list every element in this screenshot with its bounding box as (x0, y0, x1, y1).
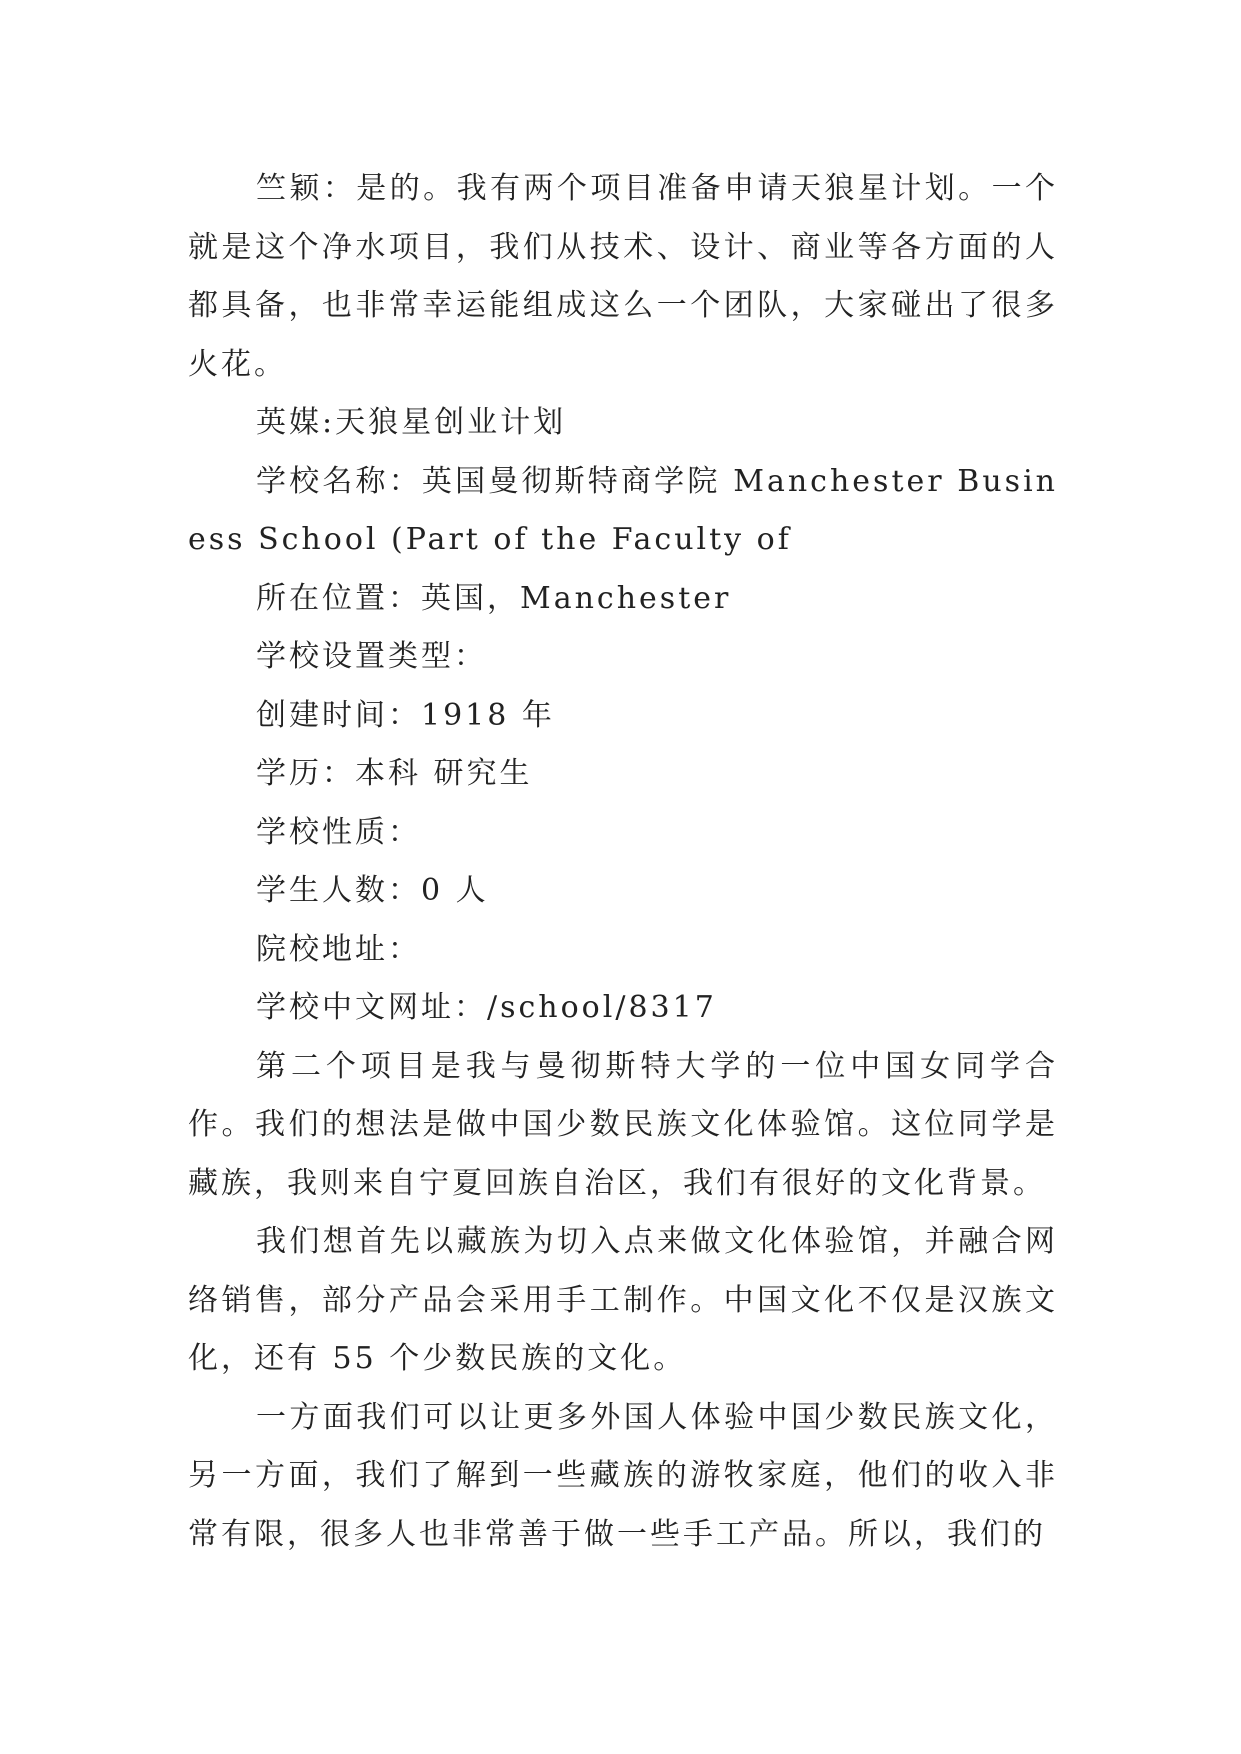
school-address: 院校地址： (256, 931, 421, 967)
school-degrees: 学历：本科 研究生 (256, 756, 533, 791)
school-students: 学生人数：0 人 (256, 873, 489, 908)
paragraph-nomadic-families: 一方面我们可以让更多外国人体验中国少数民族文化，另一方面，我们了解到一些藏族的游牧家庭，他们的收入非常有限，很多人也非常善于做一些手工产品。所以，我们的 (188, 1399, 1058, 1552)
school-nature: 学校性质： (256, 814, 421, 850)
paragraph-culture-hall: 我们想首先以藏族为切入点来做文化体验馆，并融合网络销售，部分产品会采用手工制作。中国文化不仅是汉族文化，还有 55 个少数民族的文化。 (188, 1224, 1058, 1376)
document-body (188, 160, 1058, 1564)
school-name: 学校名称：英国曼彻斯特商学院 Manchester Business School (Part of the Faculty of (188, 463, 1058, 557)
school-website: 学校中文网址：/school/8317 (256, 990, 717, 1025)
school-type: 学校设置类型： (256, 639, 487, 674)
paragraph-heading: 英媒:天狼星创业计划 (256, 405, 567, 440)
school-location: 所在位置：英国，Manchester (256, 580, 732, 616)
school-founded: 创建时间：1918 年 (256, 697, 555, 733)
paragraph-second-project: 第二个项目是我与曼彻斯特大学的一位中国女同学合作。我们的想法是做中国少数民族文化体验馆。这位同学是藏族，我则来自宁夏回族自治区，我们有很好的文化背景。 (188, 1048, 1058, 1201)
paragraph-interview-answer: 竺颖：是的。我有两个项目准备申请天狼星计划。一个就是这个净水项目，我们从技术、设计、商业等各方面的人都具备，也非常幸运能组成这么一个团队，大家碰出了很多火花。 (188, 171, 1058, 382)
